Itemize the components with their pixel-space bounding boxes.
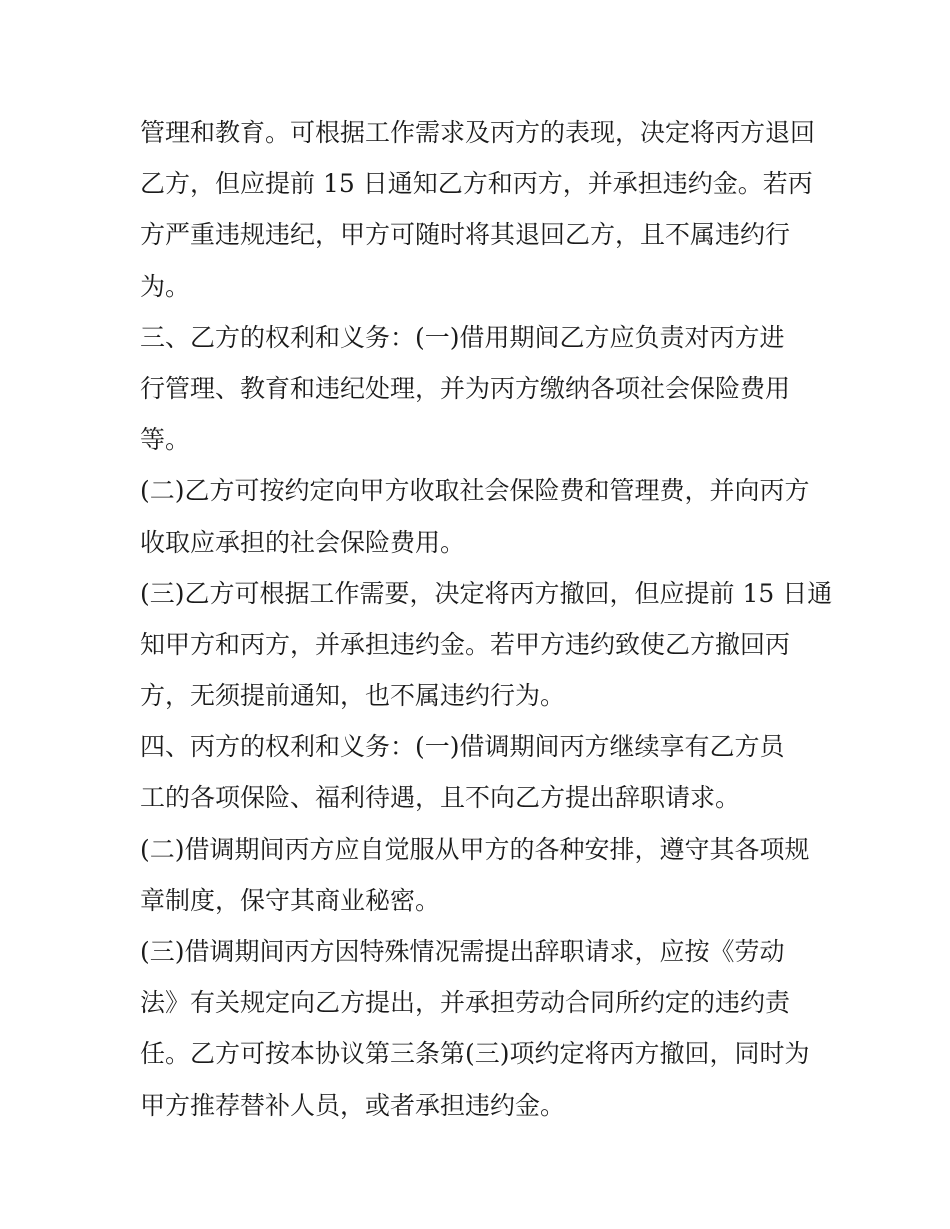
text-line: 为。 xyxy=(140,271,191,301)
document-body xyxy=(140,107,833,1131)
text-line: 工的各项保险、福利待遇，且不向乙方提出辞职请求。 xyxy=(140,783,741,813)
text-line: (二)借调期间丙方应自觉服从甲方的各种安排，遵守其各项规 xyxy=(140,834,810,864)
text-line: 乙方，但应提前 15 日通知乙方和丙方，并承担违约金。若丙 xyxy=(140,169,813,199)
text-line: (三)借调期间丙方因特殊情况需提出辞职请求，应按《劳动 xyxy=(140,937,785,966)
text-line: 收取应承担的社会保险费用。 xyxy=(140,527,466,557)
text-line: 知甲方和丙方，并承担违约金。若甲方违约致使乙方撤回丙 xyxy=(140,629,791,659)
text-line: 甲方推荐替补人员，或者承担违约金。 xyxy=(140,1090,566,1120)
section-four-heading-line: 四、丙方的权利和义务：(一)借调期间丙方继续享有乙方员 xyxy=(140,732,785,762)
section-three-heading-line: 三、乙方的权利和义务：(一)借用期间乙方应负责对丙方进 xyxy=(140,322,785,352)
text-line: 方严重违规违纪，甲方可随时将其退回乙方，且不属违约行 xyxy=(140,220,791,250)
text-line: 管理和教育。可根据工作需求及丙方的表现，决定将丙方退回 xyxy=(140,118,816,147)
text-line: 章制度，保守其商业秘密。 xyxy=(140,885,441,915)
text-line: 行管理、教育和违纪处理，并为丙方缴纳各项社会保险费用 xyxy=(140,373,791,403)
text-line: 法》有关规定向乙方提出，并承担劳动合同所约定的违约责 xyxy=(140,988,791,1018)
text-line: (三)乙方可根据工作需要，决定将丙方撤回，但应提前 15 日通 xyxy=(140,578,833,608)
text-line: 任。乙方可按本协议第三条第(三)项约定将丙方撤回，同时为 xyxy=(140,1039,810,1069)
text-line: 方，无须提前通知，也不属违约行为。 xyxy=(140,681,566,711)
text-line: 等。 xyxy=(140,425,191,455)
text-line: (二)乙方可按约定向甲方收取社会保险费和管理费，并向丙方 xyxy=(140,476,810,506)
